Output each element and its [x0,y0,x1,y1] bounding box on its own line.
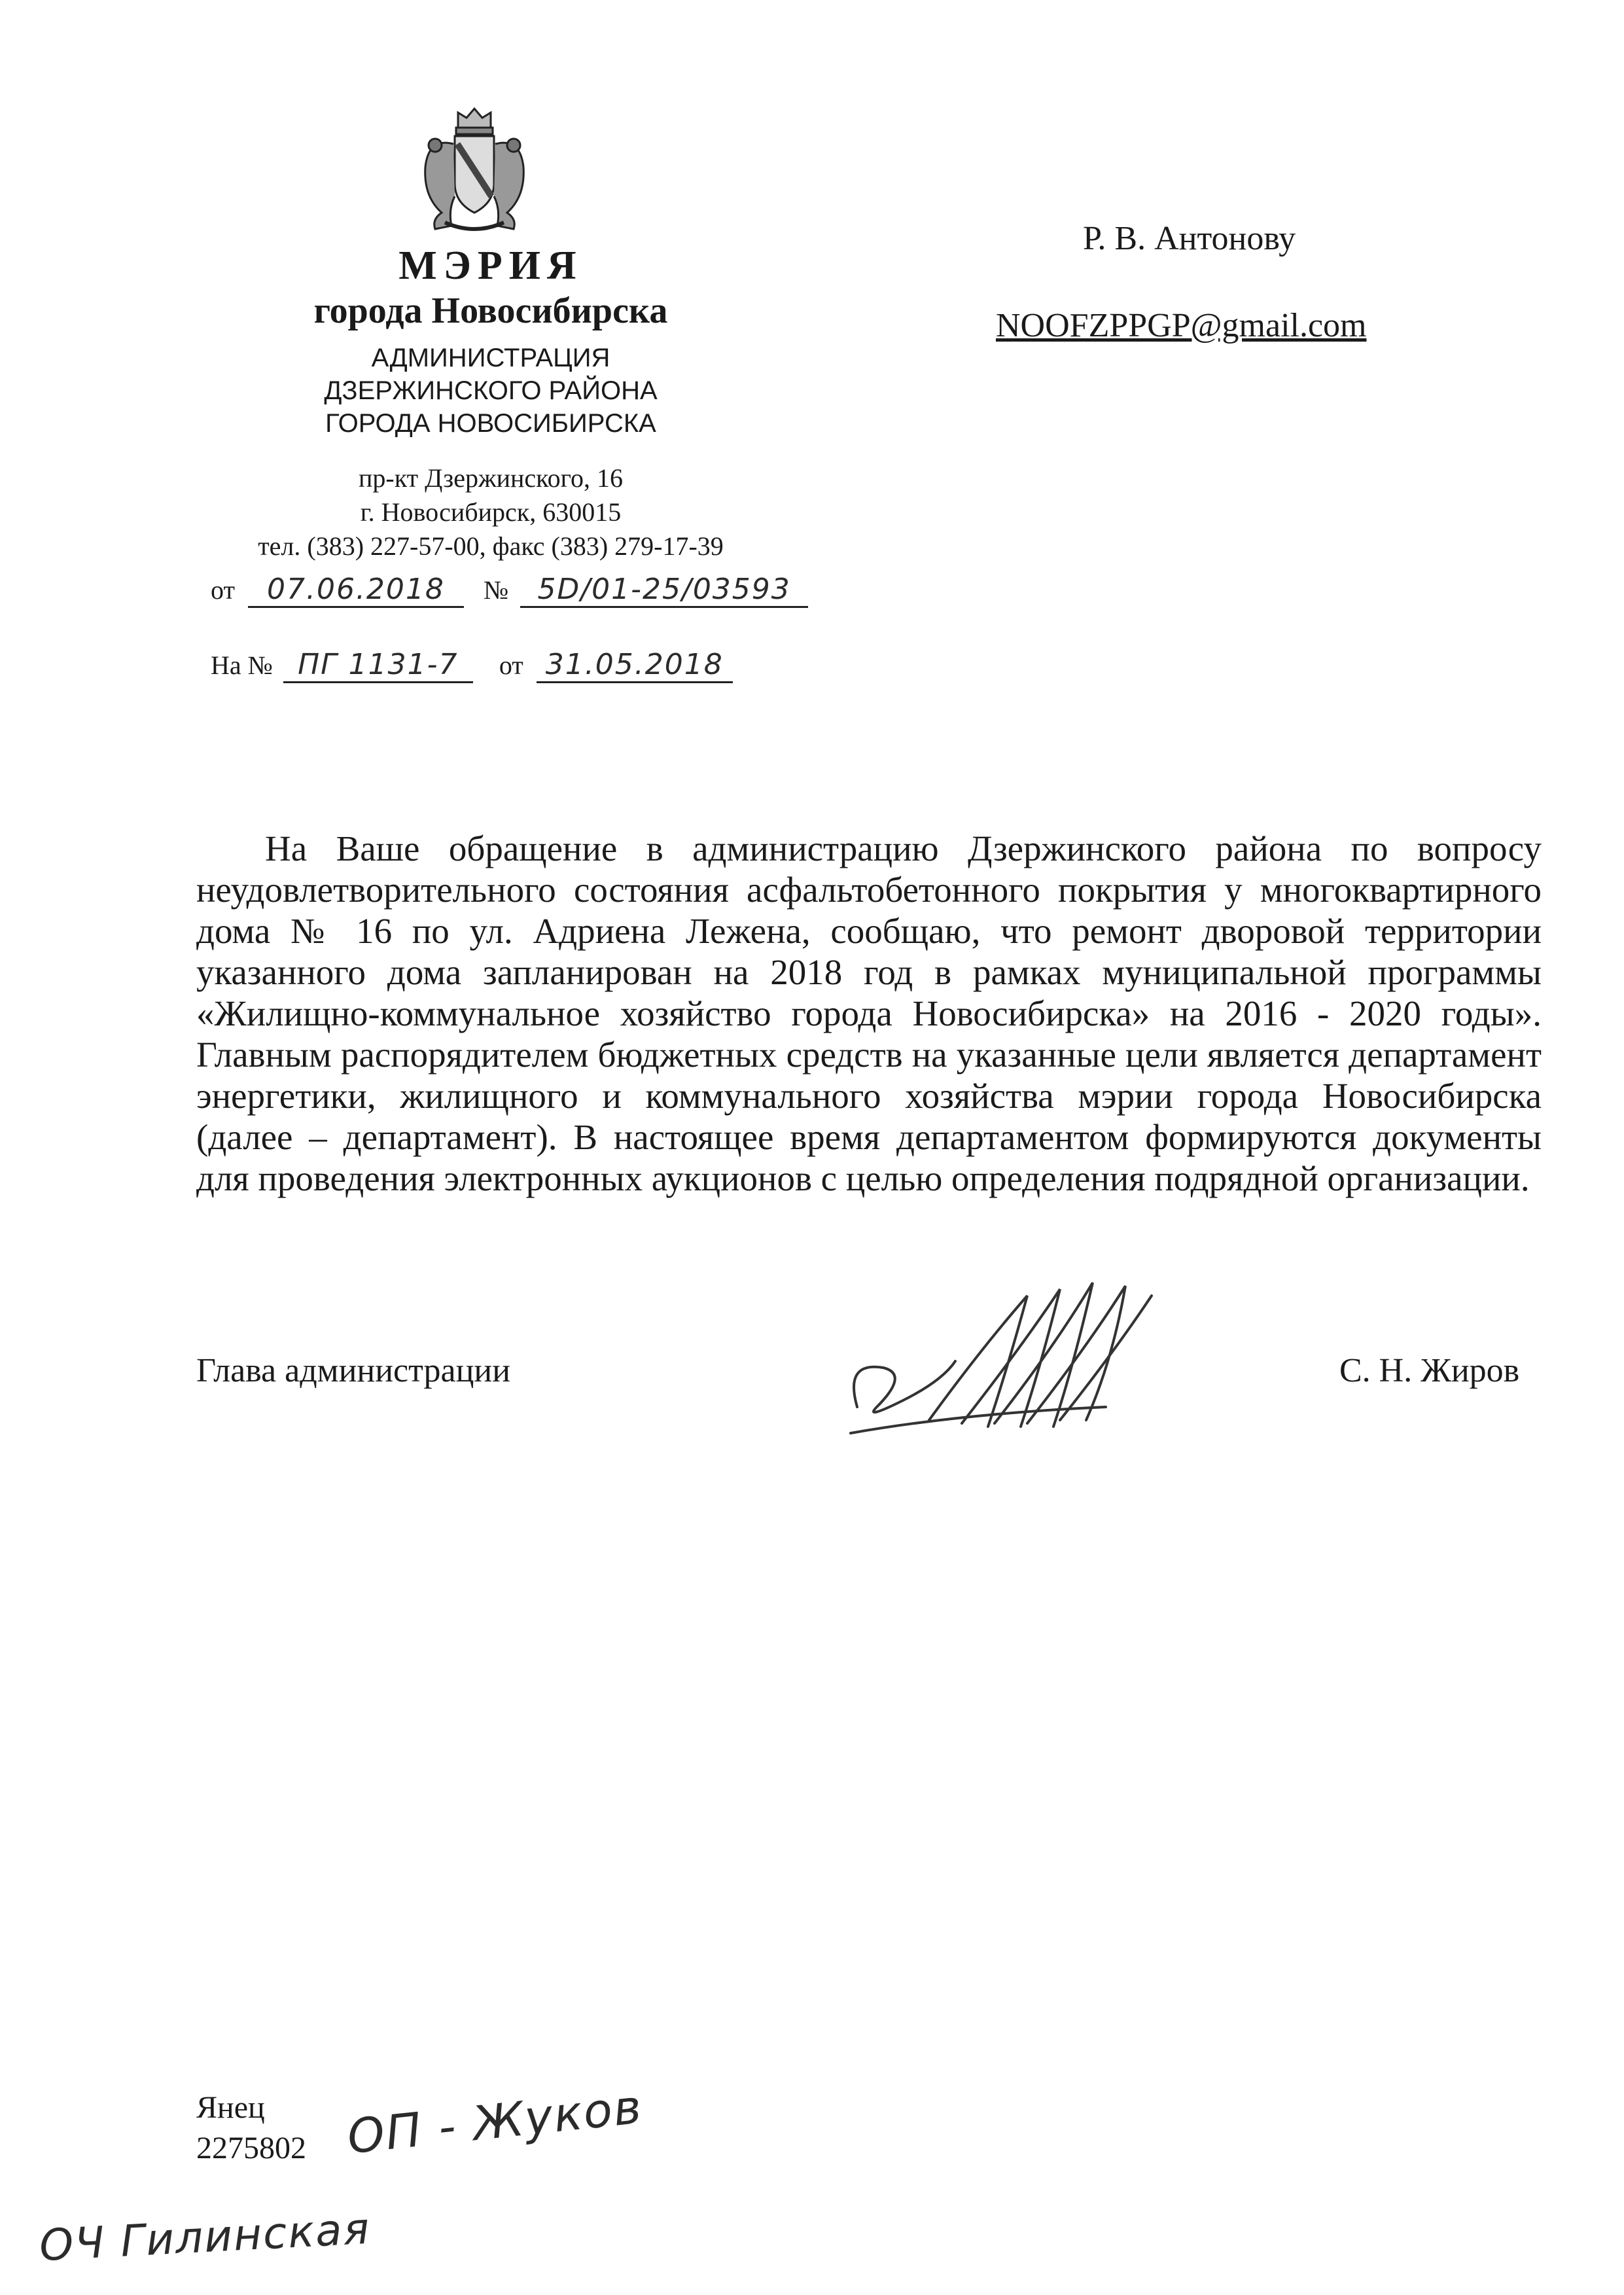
signatory-position: Глава администрации [196,1352,511,1389]
registration-line [211,573,808,608]
org-title: МЭРИЯ [398,243,583,288]
reply-line [211,648,733,683]
address-city: г. Новосибирск, 630015 [360,497,622,527]
admin-line-2: ДЗЕРЖИНСКОГО РАЙОНА [324,376,658,405]
outgoing-date: 07.06.2018 [266,573,445,606]
admin-line-1: АДМИНИСТРАЦИЯ [371,344,610,372]
reply-label: На № [211,650,273,680]
executor-phone: 2275802 [196,2131,306,2165]
address-street: пр-кт Дзержинского, 16 [359,463,623,493]
org-city: города Новосибирска [313,291,668,331]
reply-number: ПГ 1131-7 [298,648,459,681]
handwritten-signature [831,1270,1197,1453]
coat-of-arms-emblem [415,105,533,239]
addressee-name: Р. В. Антонову [1083,220,1296,257]
handwritten-note-2: ОЧ Гилинская [38,2203,372,2271]
contacts: тел. (383) 227-57-00, факс (383) 279-17-39 [258,531,724,561]
reply-from-label: от [499,650,523,680]
outgoing-number: 5D/01-25/03593 [537,573,791,606]
handwritten-note-1: ОП - Жуков [344,2078,645,2165]
admin-line-3: ГОРОДА НОВОСИБИРСКА [325,409,656,438]
executor-name: Янец [196,2090,265,2125]
number-label: № [483,575,509,605]
from-label: от [211,575,235,605]
letter-body [196,828,1542,1199]
body-paragraph: На Ваше обращение в администрацию Дзержинского района по вопросу неудовлетворительного состояния асфальтобетонного покрытия у многоквартирного дома № 16 по ул. Адриена Лежена, сообщаю, что ремонт дворовой территории указанного дома запланирован на 2018 год в рамках муниципальной программы «Жилищно-коммунальное хозяйство города Новосибирска» на 2016 - 2020 годы». Главным распорядителем бюджетных средств на указанные цели является департамент энергетики, жилищного и коммунального хозяйства мэрии города Новосибирска (далее – департамент). В настоящее время департаментом формируются документы для проведения электронных аукционов с целью определения подрядной организации. [196,828,1542,1198]
addressee-email[interactable]: NOOFZPPGP@gmail.com [996,307,1367,344]
reply-date: 31.05.2018 [545,648,724,681]
signatory-name: С. Н. Жиров [1339,1352,1520,1389]
